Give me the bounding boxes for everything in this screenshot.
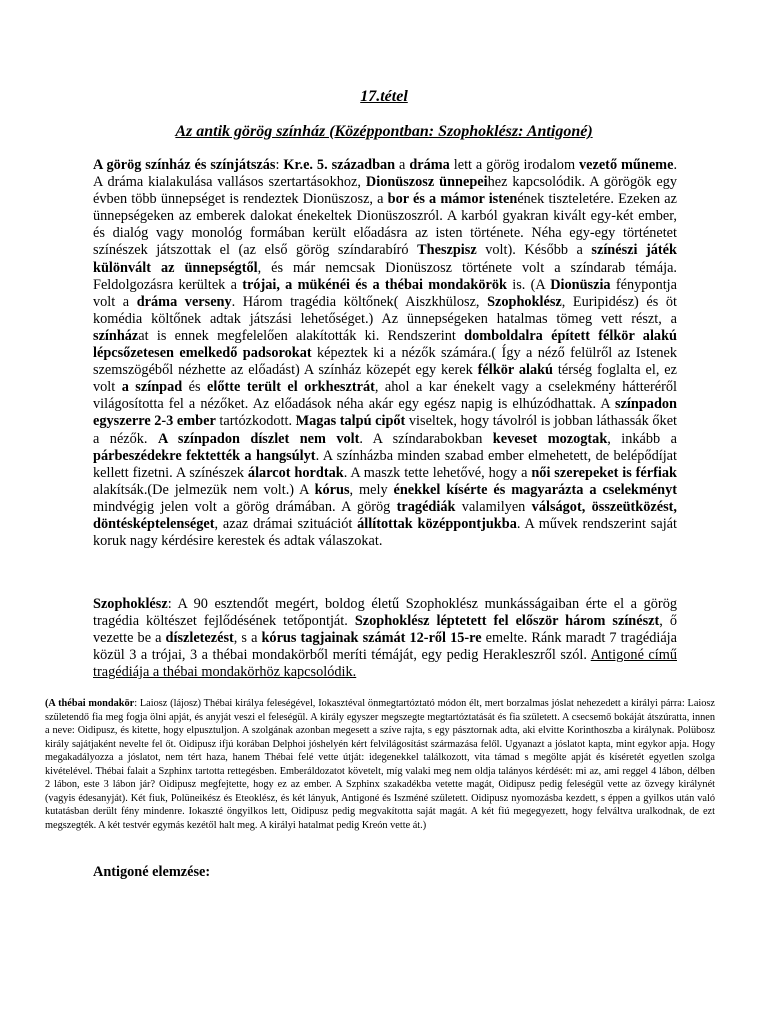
section-heading-antigone-analysis: Antigoné elemzése:	[93, 864, 211, 880]
bold-text-run: a színpad	[121, 379, 183, 396]
text-run: ének tiszteletére. Ezeken az ünnepségeken az emberek dalokat énekeltek Dionüszoszról. A karból gyakran kivált egy-két ember, és dialóg vagy monológ formában került előadásra az isten története. Néha egy-egy történetet színészek játszottak el (az első görög színdarabíró	[93, 191, 677, 259]
bold-text-run: trójai, a mükénéi és a thébai mondakörök	[242, 276, 507, 293]
text-run: tartózkodott.	[215, 413, 296, 430]
text-run: lett a görög irodalom	[449, 157, 579, 173]
bold-text-run: díszletezést	[165, 630, 234, 647]
text-run: , ő vezette be a	[93, 613, 677, 647]
bold-text-run: Theszpisz	[417, 242, 477, 259]
bold-text-run: álarcot hordtak	[247, 464, 344, 481]
bold-text-run: kórus	[314, 481, 350, 498]
bold-text-run: állítottak középpontjukba	[357, 515, 517, 532]
text-run: . A dráma kialakulása vallásos szertartásokhoz,	[93, 157, 678, 191]
page-subtitle: Az antik görög színház (Középpontban: Szophoklész: Antigoné)	[175, 123, 593, 140]
paragraph-sophocles	[93, 596, 677, 681]
bold-text-run: keveset mozogtak	[492, 430, 608, 447]
bold-text-run: kórus tagjainak számát 12-ről 15-re	[261, 630, 482, 647]
bold-text-run: bor és a mámor isten	[387, 191, 518, 208]
bold-text-run: dráma	[409, 157, 450, 173]
text-run: alakítsák.(De jelmezük nem volt.) A	[93, 481, 315, 498]
text-run: : A 90 esztendőt megért, boldog életű Szophoklész munkásságaiban érte el a görög tragédia költészet fejlődésének tetőpontját.	[93, 596, 677, 630]
text-run: fénypontja volt a	[93, 276, 678, 310]
text-run: viseltek, hogy távolról is jobban láthassák őket a nézők.	[93, 413, 678, 447]
text-run: , s a	[233, 630, 262, 647]
bold-text-run: vezető műneme	[579, 157, 674, 173]
text-run: volt). Később a	[476, 242, 592, 259]
text-run: is. (A	[506, 276, 551, 293]
bold-text-run: félkör alakú	[477, 362, 554, 379]
text-run: at is ennek megfelelően alakították ki. Rendszerint	[138, 327, 465, 344]
bold-text-run: dráma verseny	[136, 293, 232, 310]
bold-text-run: domboldalra épített félkör alakú lépcsőzetesen emelkedő padsorokat	[93, 327, 677, 362]
bold-text-run: Szophoklész	[487, 293, 562, 310]
bold-text-run: Magas talpú cipőt	[295, 413, 406, 430]
bold-text-run: énekkel kísérte és magyarázta a cselekményt	[393, 481, 677, 498]
bold-text-run: Szophoklész léptetett fel először három színészt	[354, 613, 660, 630]
bold-text-run: (A thébai mondakör	[45, 698, 135, 709]
text-run: :	[275, 157, 284, 173]
bold-text-run: Dionüszia	[550, 276, 611, 293]
bold-text-run: színpadon egyszerre 2-3 ember	[93, 396, 677, 430]
bold-text-run: A görög színház és színjátszás	[93, 157, 276, 173]
text-run: térség foglalta el, ez volt	[93, 362, 677, 396]
text-run: , ahol a kar énekelt vagy a cselekmény hátteréről világosította fel a nézőket. Az előadások néha akár egy egész napig is elhúzódhattak. A	[93, 379, 677, 413]
text-run: : Laiosz (lájosz) Thébai királya feleségével, Iokasztéval önmegtartóztató módon élt, mert borzalmas jóslat nehezedett a királyi párra: Laiosz születendő fia meg fogja ölni apját, és anyját veszi el feleségül. A király egyszer megszegte megtartóztatását és fia született. A csecsemő bokáját átszúratta, innen a neve: Oidipusz, és kitette, hogy elpusztuljon. A szolgának azonban megesett a szíve rajta, s egy pásztornak adta, aki elvitte Korinthoszba a királynak. Polübosz király sajátjaként nevelte fel őt. Oidipusz ifjú korában Delphoi jóshelyén kért felvilágosítást származása felől. Ugyanazt a jóslatot kapta, mint egykor apja. Hogy megakadályozza a jóslatot, nem tért haza, hanem Thébai felé vette útját: idegenekkel találkozott, vita támad s megölte apját és kíséretét egyetlen szolga kivételével. Thébai falait a Szphinx tartotta rettegésben. Emberáldozatot követelt, míg valaki meg nem oldja talányos kérdését: mi az, ami reggel 4 lábon, délben 2 lábon, este 3 lábon jár? Oidipusz megfejtette, hogy ez az ember. A Szphinx szakadékba vetette magát, Oidipusz pedig feleségül vette az özvegy királynét (vagyis édesanyját). Két fiuk, Polüneikész és Eteoklész, és két lányuk, Antigoné és Iszméné született. Oidipusz nyomozásba kezdett, s éppen a gyilkos után való kutatásban derült fény mindenre. Iokaszté öngyilkos lett, Oidipusz pedig megvakította saját magát. A két fiú megegyezett, hogy felváltva uralkodnak, de ezt megszegték. A két testvér egymás kezétől halt meg. A királyi hatalmat pedig Kreón vette át.)	[45, 698, 715, 831]
footnote-theban-cycle	[45, 697, 715, 832]
bold-text-run: színház	[93, 327, 139, 344]
text-run: , mely	[349, 481, 394, 498]
text-run: , és már nemcsak Dionüszosz története volt a színdarab témája. Feldolgozásra kerültek a	[93, 259, 677, 293]
text-run: valamilyen	[455, 498, 532, 515]
bold-text-run: női szerepeket is férfiak	[531, 464, 677, 481]
text-run: , azaz drámai szituációt	[214, 515, 358, 532]
text-run: a	[395, 157, 410, 173]
bold-text-run: válságot, összeütközést, döntésképtelenséget	[93, 498, 677, 532]
text-run: emelte. Ránk maradt 7 tragédiája közül 3 a trójai, 3 a thébai mondakörből meríti témáját, egy pedig Herakleszről szól.	[93, 630, 677, 664]
text-run: és	[182, 379, 208, 396]
text-run: . A színdarabokban	[359, 430, 493, 447]
bold-text-run: Szophoklész	[93, 596, 168, 612]
bold-text-run: Dionüszosz ünnepei	[365, 174, 488, 191]
text-run: , inkább a	[607, 430, 677, 447]
text-run: hez kapcsolódik. A görögök egy évben több ünnepséget is rendeztek Dionüszosz, a	[93, 174, 678, 208]
bold-text-run: Kr.e. 5. században	[283, 157, 396, 173]
text-run: . A művek rendszerint saját koruk nagy kérdésire kerestek és adtak válaszokat.	[93, 515, 677, 550]
bold-text-run: előtte terült el orkhesztrát	[207, 379, 375, 396]
text-run: képeztek ki a nézők számára.( Így a néző felülről az Istenek szemszögéből nézhette az előadást) A színház közepét egy kerek	[93, 345, 677, 379]
bold-text-run: színészi játék különvált az ünnepségtől	[93, 242, 677, 276]
text-run: , Euripidész) és öt komédia költőnek adtak játszási lehetőséget.) Az ünnepségeken hatalmas tömeg vett részt, a	[93, 293, 677, 327]
text-run: . Három tragédia költőnek( Aiszkhülosz,	[231, 293, 488, 310]
bold-text-run: párbeszédekre fektették a hangsúlyt	[93, 447, 316, 464]
underlined-text-run: Antigoné című tragédiája a thébai mondakörhöz kapcsolódik.	[93, 647, 677, 681]
page-title: 17.tétel	[360, 88, 408, 105]
text-run: . A színházba minden szabad ember elmehetett, de belépődíjat kellett fizetni. A színészek	[93, 447, 677, 481]
paragraph-greek-theatre	[93, 157, 677, 550]
text-run: . A maszk tette lehetővé, hogy a	[343, 464, 532, 481]
bold-text-run: tragédiák	[396, 498, 456, 515]
text-run: mindvégig jelen volt a görög drámában. A görög	[93, 498, 397, 515]
bold-text-run: A színpadon díszlet nem volt	[157, 430, 360, 447]
